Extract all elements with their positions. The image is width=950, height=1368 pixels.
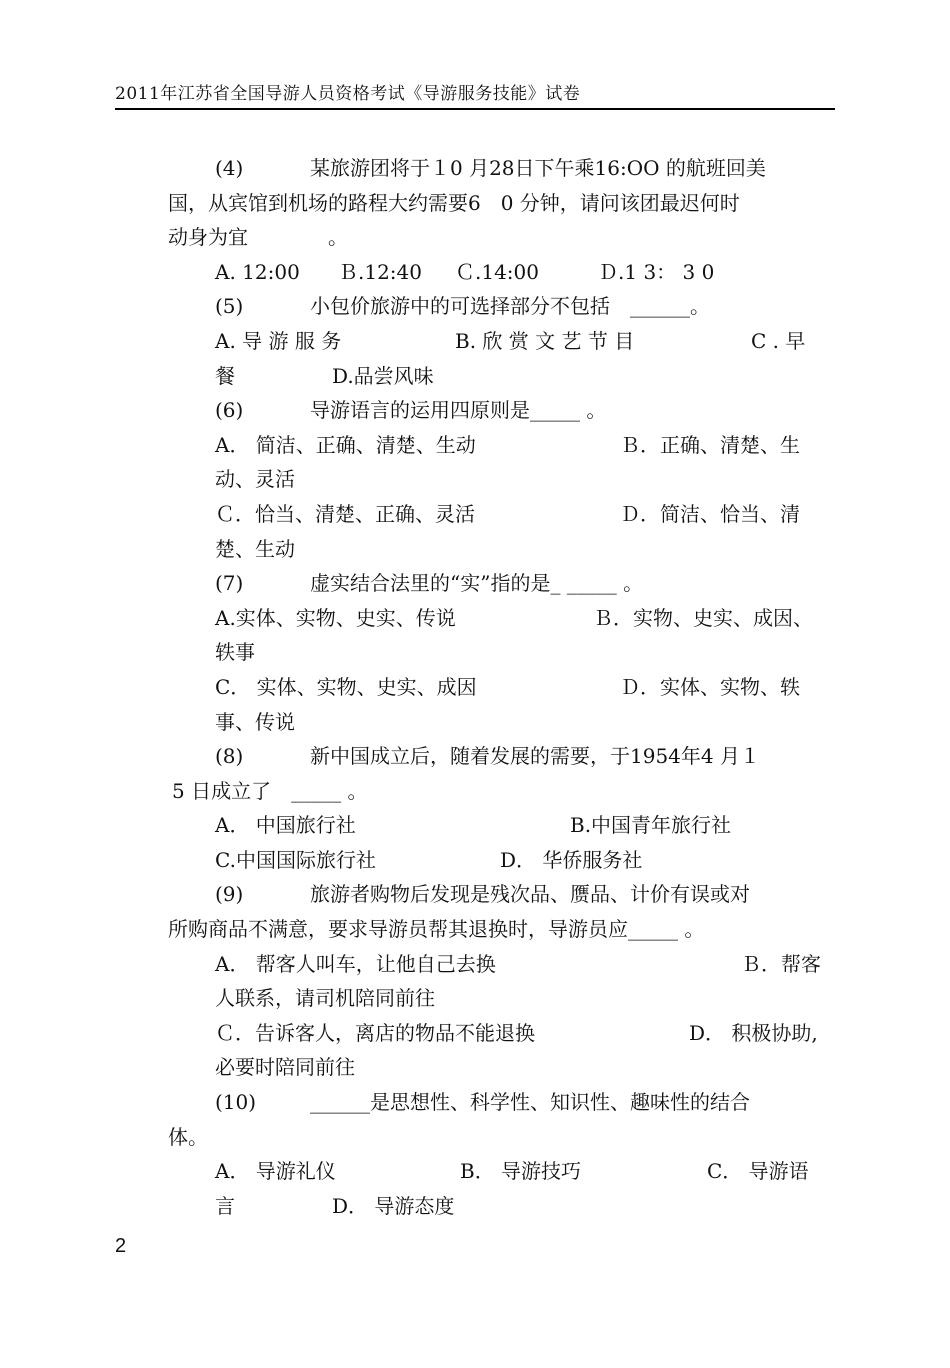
option-b: Ｂ．帮客 [741,951,821,976]
question-number: (8) [215,744,244,769]
question-stem: 国，从宾馆到机场的路程大约需要6 0 分钟，请问该团最迟何时 [168,190,740,215]
option-b: Ｂ.12:40 [338,259,422,284]
question-9-line-2 [168,912,836,947]
option-c: Ｃ.14:00 [455,259,539,284]
question-number: (5) [215,294,244,319]
option-a: A.实体、实物、史实、传说 [215,605,456,630]
option-c: Ｃ．告诉客人，离店的物品不能退换 [215,1020,535,1045]
option-a: A． 简洁、正确、清楚、生动 [215,432,476,457]
option-b-continued: 轶事 [215,640,255,665]
option-a: A. 导 游 服 务 [215,328,342,353]
question-stem: 新中国成立后，随着发展的需要，于1954年4 月１ [310,744,760,769]
option-c: C． 实体、实物、史实、成因 [215,674,477,699]
question-number: (7) [215,571,244,596]
question-9-options-1 [168,947,836,982]
question-10-line-1 [168,1085,836,1120]
option-a: A． 导游礼仪 [215,1159,336,1184]
option-a: A. 12:00 [215,259,300,284]
question-4-line-2 [168,186,836,221]
question-5-options-2 [168,359,836,394]
question-4-options [168,255,836,290]
option-a: A． 中国旅行社 [215,813,356,838]
question-6-options-3 [168,497,836,532]
question-4-line-3 [168,220,836,255]
question-stem: 导游语言的运用四原则是_____ 。 [310,398,607,423]
option-d: Ｄ.1 3： 3 0 [598,259,715,284]
question-9-options-3 [168,1016,836,1051]
option-d-continued: 事、传说 [215,709,295,734]
question-6-options-4 [168,532,836,567]
option-c: Ｃ．恰当、清楚、正确、灵活 [215,501,475,526]
option-b: B.中国青年旅行社 [570,813,732,838]
question-stem: 所购商品不满意，要求导游员帮其退换时，导游员应_____ 。 [168,917,705,942]
question-stem: ______是思想性、科学性、知识性、趣味性的结合 [310,1090,750,1115]
question-8-line-2 [168,774,836,809]
question-list [168,151,836,1223]
question-9-options-4 [168,1050,836,1085]
question-stem: 体。 [168,1124,208,1149]
option-d: D． 华侨服务社 [500,847,643,872]
question-number: (6) [215,398,244,423]
option-c: C . 早 [751,328,806,353]
question-7-line-1 [168,566,836,601]
question-number: (4) [215,156,244,180]
option-c: C.中国国际旅行社 [215,847,376,872]
question-8-options-1 [168,808,836,843]
option-b-continued: 动、灵活 [215,467,295,492]
question-number: (9) [215,882,244,907]
page-header [115,82,835,110]
option-d: D.品尝风味 [332,363,434,388]
option-b: Ｂ．正确、清楚、生 [620,432,800,457]
option-c: C． 导游语 [707,1159,809,1184]
question-4-line-1 [168,151,836,186]
question-8-options-2 [168,843,836,878]
option-d: Ｄ．简洁、恰当、清 [620,501,800,526]
option-d-continued: 楚、生动 [215,536,295,561]
page-number: 2 [115,1235,127,1257]
option-d: Ｄ．实体、实物、轶 [620,674,800,699]
question-10-options-1 [168,1154,836,1189]
option-b-continued: 人联系，请司机陪同前往 [215,986,435,1011]
option-c-continued: 言 [215,1193,235,1218]
question-number: (10) [215,1090,257,1115]
question-10-options-2 [168,1189,836,1224]
question-stem: 小包价旅游中的可选择部分不包括 ______。 [310,294,710,319]
option-d: D． 积极协助, [689,1020,818,1045]
option-c-continued: 餐 [215,363,235,388]
question-7-options-1 [168,601,836,636]
question-6-options-1 [168,428,836,463]
question-5-line-1 [168,289,836,324]
option-b: B． 导游技巧 [460,1159,582,1184]
header-title: 2011年江苏省全国导游人员资格考试《导游服务技能》试卷 [115,84,581,104]
question-6-line-1 [168,393,836,428]
question-8-line-1 [168,739,836,774]
option-d: D． 导游态度 [332,1193,455,1218]
option-a: A． 帮客人叫车，让他自己去换 [215,951,496,976]
question-7-options-3 [168,670,836,705]
question-7-options-4 [168,705,836,740]
question-6-options-2 [168,462,836,497]
question-10-line-2 [168,1120,836,1155]
question-stem: 动身为宜 。 [168,225,348,250]
question-stem: 某旅游团将于１0 月28日下午乘16:OO 的航班回美 [310,156,766,180]
question-9-options-2 [168,981,836,1016]
question-9-line-1 [168,877,836,912]
question-stem: 虚实结合法里的“实”指的是_ _____ 。 [310,571,644,596]
option-d-continued: 必要时陪同前往 [215,1055,355,1080]
option-b: Ｂ．实物、史实、成因、 [593,605,813,630]
question-7-options-2 [168,635,836,670]
question-stem: 5 日成立了 _____ 。 [172,778,368,803]
option-b: B. 欣 赏 文 艺 节 目 [455,328,635,353]
question-5-options-1 [168,324,836,359]
question-stem: 旅游者购物后发现是残次品、赝品、计价有误或对 [310,882,750,907]
